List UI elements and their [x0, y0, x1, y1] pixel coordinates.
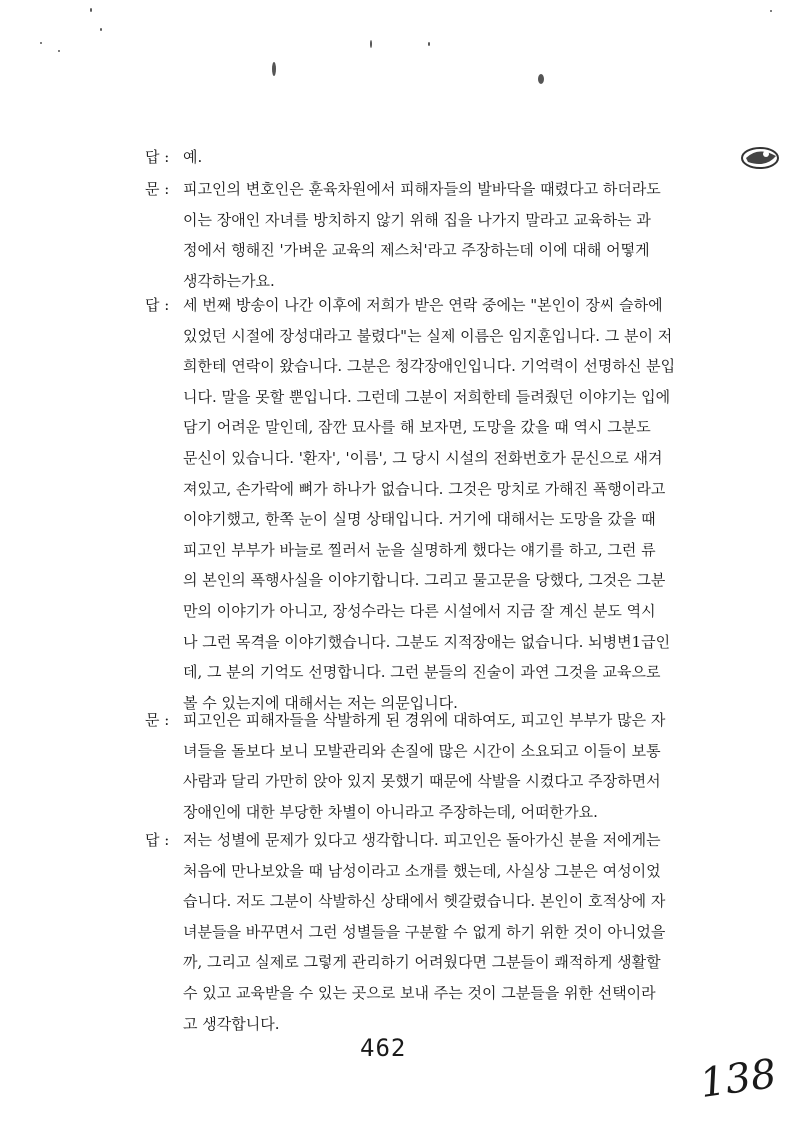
answer-label: 답 :: [145, 831, 170, 849]
text-line: 있었던 시절에 장성대라고 불렸다"는 실제 이름은 임지훈입니다. 그 분이 저: [183, 326, 673, 345]
question-text: [183, 705, 800, 827]
text-line: 처음에 만나보았을 때 남성이라고 소개를 했는데, 사실상 그분은 여성이었: [183, 861, 661, 880]
text-line: 까, 그리고 실제로 그렇게 관리하기 어려웠다면 그분들이 쾌적하게 생활할: [183, 953, 661, 972]
scan-speck: [40, 42, 42, 44]
question-label: 문 :: [145, 711, 170, 729]
answer-text: [183, 142, 800, 173]
text-line: 담기 어려운 말인데, 잠깐 묘사를 해 보자면, 도망을 갔을 때 역시 그분도: [183, 418, 651, 437]
answer-text: [183, 290, 800, 718]
scan-speck: [100, 28, 102, 31]
text-line: 생각하는가요.: [183, 271, 275, 290]
handwritten-page-number: 138: [697, 1050, 780, 1108]
answer-label: 답 :: [145, 148, 170, 166]
text-line: 이야기했고, 한쪽 눈이 실명 상태입니다. 거기에 대해서는 도망을 갔을 때: [183, 510, 656, 529]
text-line: 문신이 있습니다. '환자', '이름', 그 당시 시설의 전화번호가 문신으로 새겨: [183, 448, 663, 467]
text-line: 수 있고 교육받을 수 있는 곳으로 보내 주는 것이 그분들을 위한 선택이라: [183, 983, 656, 1002]
text-line: 져있고, 손가락에 뼈가 하나가 없습니다. 그것은 망치로 가해진 폭행이라고: [183, 479, 666, 498]
text-line: 정에서 행해진 '가벼운 교육의 제스처'라고 주장하는데 이에 대해 어떻게: [183, 241, 650, 260]
text-line: 녀분들을 바꾸면서 그런 성별들을 구분할 수 없게 하기 위한 것이 아니었을: [183, 922, 666, 941]
text-line: 습니다. 저도 그분이 삭발하신 상태에서 헷갈렸습니다. 본인이 호적상에 자: [183, 892, 666, 911]
text-line: 볼 수 있는지에 대해서는 저는 의문입니다.: [183, 693, 458, 712]
text-line: 만의 이야기가 아니고, 장성수라는 다른 시설에서 지금 잘 계신 분도 역시: [183, 601, 656, 620]
text-line: 피고인은 피해자들을 삭발하게 된 경위에 대하여도, 피고인 부부가 많은 자: [183, 711, 666, 729]
scan-speck: [272, 62, 276, 76]
text-line: 피고인의 변호인은 훈육차원에서 피해자들의 발바닥을 때렸다고 하더라도: [183, 180, 661, 198]
text-line: 의 본인의 폭행사실을 이야기합니다. 그리고 물고문을 당했다, 그것은 그분: [183, 571, 666, 590]
scan-speck: [370, 40, 372, 48]
text-line: 니다. 말을 못할 뿐입니다. 그런데 그분이 저희한테 들려줬던 이야기는 입에: [183, 387, 671, 406]
scan-speck: [90, 8, 92, 12]
text-line: 피고인 부부가 바늘로 찔러서 눈을 실명하게 했다는 얘기를 하고, 그런 류: [183, 540, 656, 559]
question-text: [183, 174, 800, 296]
text-line: 저는 성별에 문제가 있다고 생각합니다. 피고인은 돌아가신 분을 저에게는: [183, 831, 661, 849]
text-line: 사람과 달리 가만히 앉아 있지 못했기 때문에 삭발을 시켰다고 주장하면서: [183, 772, 661, 791]
scan-speck: [770, 10, 772, 12]
answer-text: [183, 825, 800, 1039]
question-label: 문 :: [145, 180, 170, 198]
scan-speck: [428, 42, 430, 46]
text-line: 데, 그 분의 기억도 선명합니다. 그런 분들의 진술이 과연 그것을 교육으로: [183, 663, 661, 682]
text-line: 장애인에 대한 부당한 차별이 아니라고 주장하는데, 어떠한가요.: [183, 802, 598, 821]
answer-label: 답 :: [145, 296, 170, 314]
text-line: 녀들을 돌보다 보니 모발관리와 손질에 많은 시간이 소요되고 이들이 보통: [183, 741, 661, 760]
page-number: 462: [360, 1034, 407, 1062]
text-line: 예.: [183, 148, 203, 166]
text-line: 이는 장애인 자녀를 방치하지 않기 위해 집을 나가지 말라고 교육하는 과: [183, 210, 651, 229]
text-line: 고 생각합니다.: [183, 1014, 280, 1033]
scan-speck: [58, 50, 60, 52]
text-line: 나 그런 목격을 이야기했습니다. 그분도 지적장애는 없습니다. 뇌병변1급인: [183, 632, 671, 651]
text-line: 희한테 연락이 왔습니다. 그분은 청각장애인입니다. 기억력이 선명하신 분입: [183, 357, 676, 376]
text-line: 세 번째 방송이 나간 이후에 저희가 받은 연락 중에는 "본인이 장씨 슬하에: [183, 296, 663, 314]
scan-speck: [538, 74, 544, 84]
